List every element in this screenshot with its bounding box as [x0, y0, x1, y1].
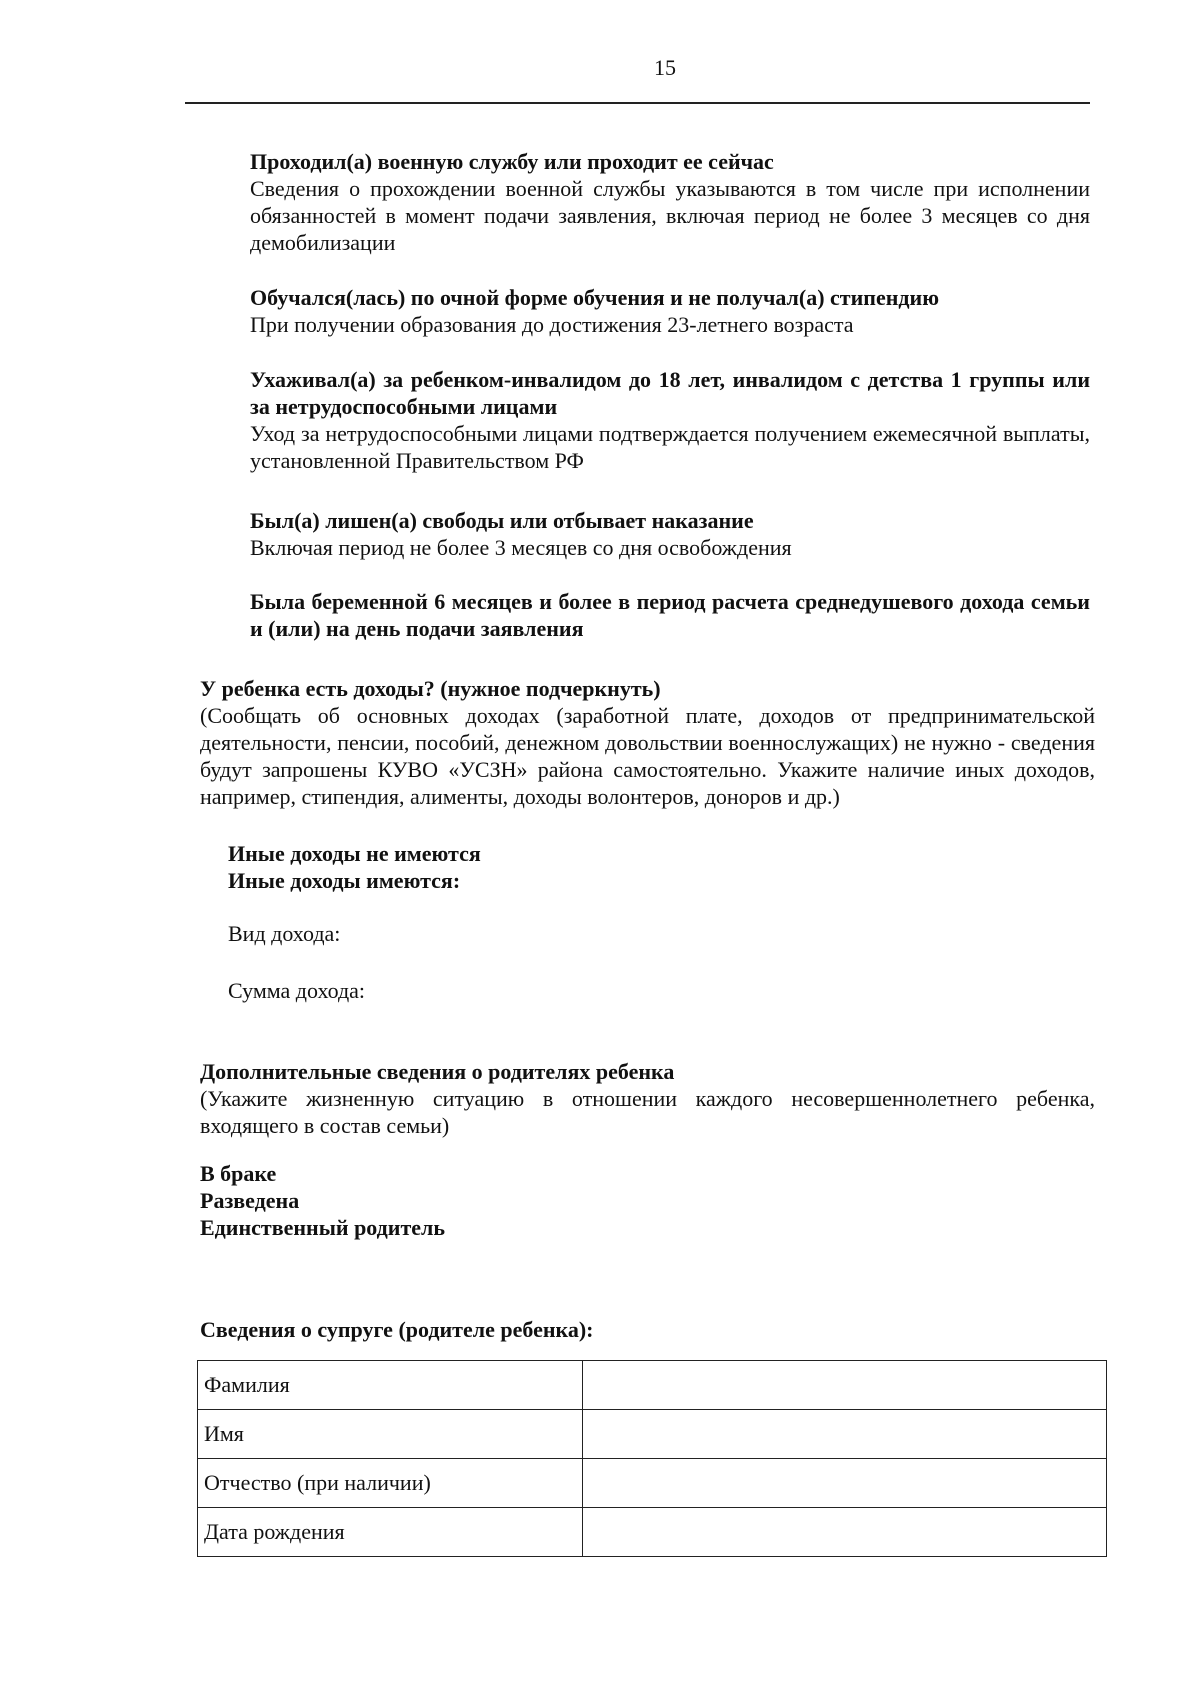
page-number: 15	[654, 55, 676, 80]
spouse-birthdate-input[interactable]	[583, 1508, 1107, 1557]
child-income-heading: У ребенка есть доходы? (нужное подчеркнуть)	[200, 676, 661, 701]
option-has-income[interactable]: Иные доходы имеются:	[228, 868, 461, 893]
section-heading: Обучался(лась) по очной форме обучения и не получал(а) стипендию	[250, 285, 940, 310]
income-type-field	[228, 920, 1088, 947]
section-text: Уход за нетрудоспособными лицами подтверждается получением ежемесячной выплаты, установленной Правительством РФ	[250, 421, 1090, 473]
spouse-name-label: Имя	[198, 1410, 583, 1459]
child-income-section	[200, 675, 1095, 810]
spouse-heading: Сведения о супруге (родителе ребенка):	[200, 1317, 594, 1342]
spouse-heading-block	[200, 1316, 1095, 1343]
income-sum-label: Сумма дохода:	[228, 978, 366, 1003]
income-options	[228, 840, 1088, 894]
section-pregnancy	[250, 588, 1090, 642]
section-text: При получении образования до достижения 23-летнего возраста	[250, 312, 854, 337]
option-single-parent[interactable]: Единственный родитель	[200, 1215, 446, 1240]
section-care	[250, 366, 1090, 474]
spouse-birthdate-label: Дата рождения	[198, 1508, 583, 1557]
option-divorced[interactable]: Разведена	[200, 1188, 300, 1213]
header-divider	[185, 102, 1090, 104]
table-row	[198, 1361, 1107, 1410]
option-married[interactable]: В браке	[200, 1161, 277, 1186]
marital-options	[200, 1160, 1095, 1241]
section-heading: Была беременной 6 месяцев и более в период расчета среднедушевого дохода семьи и (или) на день подачи заявления	[250, 589, 1090, 641]
option-no-income[interactable]: Иные доходы не имеются	[228, 841, 481, 866]
table-row	[198, 1459, 1107, 1508]
section-heading: Ухаживал(а) за ребенком-инвалидом до 18 лет, инвалидом с детства 1 группы или за нетрудоспособными лицами	[250, 367, 1090, 419]
spouse-name-input[interactable]	[583, 1410, 1107, 1459]
section-heading: Проходил(а) военную службу или проходит ее сейчас	[250, 149, 774, 174]
section-text: Включая период не более 3 месяцев со дня освобождения	[250, 535, 792, 560]
table-row	[198, 1508, 1107, 1557]
table-row	[198, 1410, 1107, 1459]
spouse-surname-input[interactable]	[583, 1361, 1107, 1410]
income-type-label: Вид дохода:	[228, 921, 341, 946]
section-text: Сведения о прохождении военной службы указываются в том числе при исполнении обязанностей в момент подачи заявления, включая период не более 3 месяцев со дня демобилизации	[250, 176, 1090, 255]
spouse-patronymic-input[interactable]	[583, 1459, 1107, 1508]
spouse-patronymic-label: Отчество (при наличии)	[198, 1459, 583, 1508]
income-sum-field	[228, 977, 1088, 1004]
parents-info-heading: Дополнительные сведения о родителях ребенка	[200, 1059, 675, 1084]
section-military-service	[250, 148, 1090, 256]
child-income-text: (Сообщать об основных доходах (заработной плате, доходов от предпринимательской деятельности, пенсии, пособий, денежном довольствии военнослужащих) не нужно - сведения будут запрошены КУВО «УСЗН» района самостоятельно. Укажите наличие иных доходов, например, стипендия, алименты, доходы волонтеров, доноров и др.)	[200, 703, 1095, 809]
section-full-time-study	[250, 284, 1090, 338]
parents-info-text: (Укажите жизненную ситуацию в отношении каждого несовершеннолетнего ребенка, входящего в состав семьи)	[200, 1086, 1095, 1138]
spouse-surname-label: Фамилия	[198, 1361, 583, 1410]
spouse-table	[197, 1360, 1107, 1557]
section-heading: Был(а) лишен(а) свободы или отбывает наказание	[250, 508, 754, 533]
parents-info-section	[200, 1058, 1095, 1139]
section-imprisonment	[250, 507, 1090, 561]
